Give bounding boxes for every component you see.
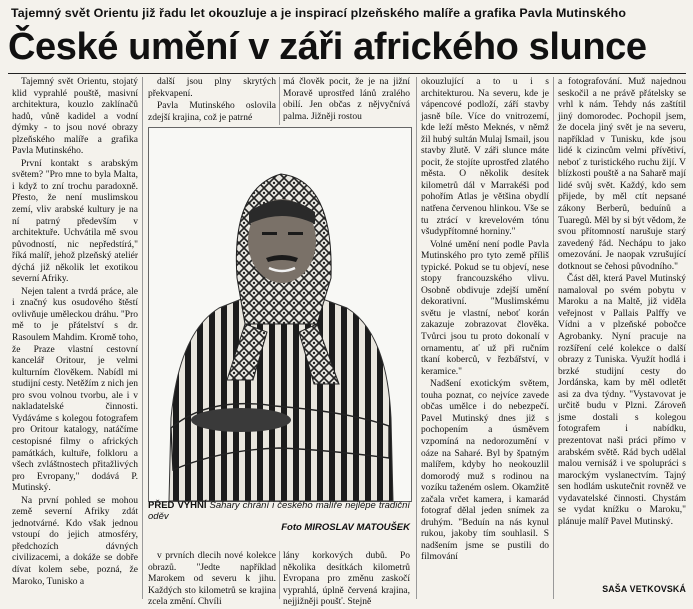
column-divider <box>142 77 143 599</box>
photo-credit: Foto MIROSLAV MATOUŠEK <box>281 522 410 533</box>
article-column-4 <box>421 77 549 599</box>
paragraph: další jsou plny skrytých překvapení. <box>148 77 276 99</box>
column-divider <box>279 77 280 125</box>
paragraph: Část děl, která Pavel Mutinský namaloval po svém pobytu v Maroku a na Maltě, již viděla veřejnost v Pallais Palffy ve Vídni a v plzeňské pobočce Agrobanky. Nyní pracuje na rozšíření celé kolekce o další obrazy z Tuniska. Využít hodlá i brzké studijní cesty do Jordánska, kam by měl odletět asi za dva týdny. "Vystavovat je určitě budu v Plzni. Zároveň jsme dostali s kolegou fotografem i nabídku, prezentovat naši práci přímo v arabském světě. Rád bych udělal malou vernisáž i ve spolupráci s marockým vyslanectvím. Tajný sen hodlám uskutečnit rovněž ve vydavatelské činnosti. Chystám se vydat knížku o Maroku," plánuje malíř Pavel Mutinský. <box>558 274 686 527</box>
article-column-2-bottom <box>148 551 276 608</box>
portrait-image <box>149 128 411 501</box>
headline: České umění v záři afrického slunce <box>8 26 647 68</box>
column-divider <box>279 551 280 599</box>
article-column-2-top <box>148 77 276 125</box>
column-divider <box>553 77 554 599</box>
paragraph: v prvních dlecih nové kolekce obrazů. "Jedte například Marokem od severu k jihu. Každých sto kilometrů se krajina zcela změní. Chvíli <box>148 551 276 608</box>
paragraph: Nejen talent a tvrdá práce, ale i značný kus osudového štěstí ovlivňuje uměleckou dráhu. "Pro mě to je přátelství s dr. Rasoulem Mahdim. Kromě toho, že Praze vlastní cestovní kancelář Oritour, je velmi kulturním člověkem. Nabídl mi studijní cesty. Netěžím z nich jen pro svou volnou tvorbu, ale i v nakladatelské činnosti. Vydáváme s kolegou fotografem pro Oritour katalogy, natáčíme cestopisné filmy o afrických památkách, kultuře, folkloru a všech zvláštnostech přitažlivých pro Evropany," dodává P. Mutinský. <box>12 286 139 494</box>
caption-text: Sahary chrání i českého malíře nejlépe tradiční oděv <box>148 500 410 522</box>
paragraph: Na první pohled se mohou země severní Afriky zdát jednotvárné. Kdo však jednou vstoupí do jejich atmosféry, předchozích dávných civilizacemi, a dokáže se dobře dívat kolem sebe, pozná, že Maroko, Tunisko a <box>12 495 138 587</box>
paragraph: lány korkových dubů. Po několika desítkách kilometrů Evropana pro změnu zaskočí vyprahlá, úplně červená krajina, nejjižněji poušť. Stejně <box>283 551 410 608</box>
paragraph: okouzlující a to u i s architekturou. Na severu, kde je vápencové podloží, září stavby jasně bíle. Více do vnitrozemí, kde leží město Meknés, v němž žil hubý sultán Mulaj Ismail, jsou stavby žlutě. V záři slunce máte pocit, že stojíte uprostřed zlatého města. O několik desítek kilometrů dál v Marrakéši pod pohořím Atlas je většina obydlí natřena červenou hlinkou. Vše se tu ztrácí v krevelovém tónu všudypřítomné horniny." <box>421 77 549 238</box>
article-column-3-top <box>283 77 410 125</box>
header-rule <box>8 73 686 74</box>
kicker-line: Tajemný svět Orientu již řadu let okouzluje a je inspirací plzeňského malíře a grafika Pavla Mutinského <box>11 6 627 20</box>
article-column-5 <box>558 77 686 583</box>
paragraph: Pavla Mutinského oslovila zdejší krajina, což je patrné <box>148 101 276 123</box>
paragraph: Tajemný svět Orientu, stojatý klid vyprahlé pouště, masivní architektura, kouzlo zaklínačů hadů, vůně kadidel a vodní dýmky - to jsou nové obrazy plzeňského malíře a grafika Pavla Mutinského. <box>12 77 138 157</box>
column-divider <box>416 77 417 599</box>
photo-caption <box>148 500 410 548</box>
photo-man-in-keffiyeh <box>148 127 412 502</box>
paragraph: má člověk pocit, že je na jižní Moravě uprostřed lánů zralého obilí. Jen občas z nějvyčnívá palma. Jižněji rostou <box>283 77 410 122</box>
author-signature: SAŠA VETKOVSKÁ <box>602 584 686 594</box>
paragraph: Nadšení exotickým světem, touha poznat, co nejvíce zavede občas umělce i do nebezpečí. Pavel Mutinský dnes již s pochopením a úsměvem vzpomíná na nedorozumění v oáze na Saharé. Byl by špatným malířem, kdyby ho neokouzlil domorodý muž s rodinou na vozíku taženém oslem. Okamžitě začala vrčet kamera, i kamarád fotograf dělal jeden snímek za druhým. "Beduín na nás kynul rukou, jakoby tím souhlasil. S nadšením jsme se pustili do filmování <box>421 379 549 563</box>
caption-lead: PŘED VÝHNÍ <box>148 500 207 511</box>
article-column-3-bottom <box>283 551 410 608</box>
paragraph: a fotografování. Muž najednou seskočil a ne právě přátelsky se vrhl k nám. Tehdy nás zaštítil jiný domorodec. Pochopil jsem, že docela jiný svět je na severu, například v Tunisku, kde jsou lidé k cizincům velmi přívětiví, neboť z turistického ruchu žijí. V blízkosti pouště a na Saharě mají lidé svůj svět. Každý, kdo sem přijede, by měl ctít nepsané zákony Berberů, beduínů a Tuaregů. Měl by si být vědom, že svou přítomností narušuje starý zavedený řád. Nechápu to jako omezování. Je naopak vzrušující dotknout se čehosi původního." <box>558 77 686 272</box>
paragraph: Volné umění není podle Pavla Mutinského pro tyto země příliš typické. Pokud se tu objeví, nese stopy francouzského vlivu. Osobně obdivuje zdejší umění dekorativní. "Muslimskému světu je vlastní, neboť korán zakazuje zobrazovat člověka. Tvůrci jsou tu proto dokonalí v ornamentu, ať už při ručním tkaní koberců, v řezbářství, v keramice." <box>421 239 549 377</box>
article-column-1 <box>12 77 138 599</box>
paragraph: První kontakt s arabským světem? "Pro mne to byla Malta, i když to zní trochu paradoxně. Přesto, že není muslimskou zemí, vliv arabské kultury je na ní patrný především v architektuře. Uchvátila mě svou původností, nic nepředstírá," říká malíř, jehož plzeňský ateliér dýchá již několik let exotikou severní Afriky. <box>12 158 138 285</box>
